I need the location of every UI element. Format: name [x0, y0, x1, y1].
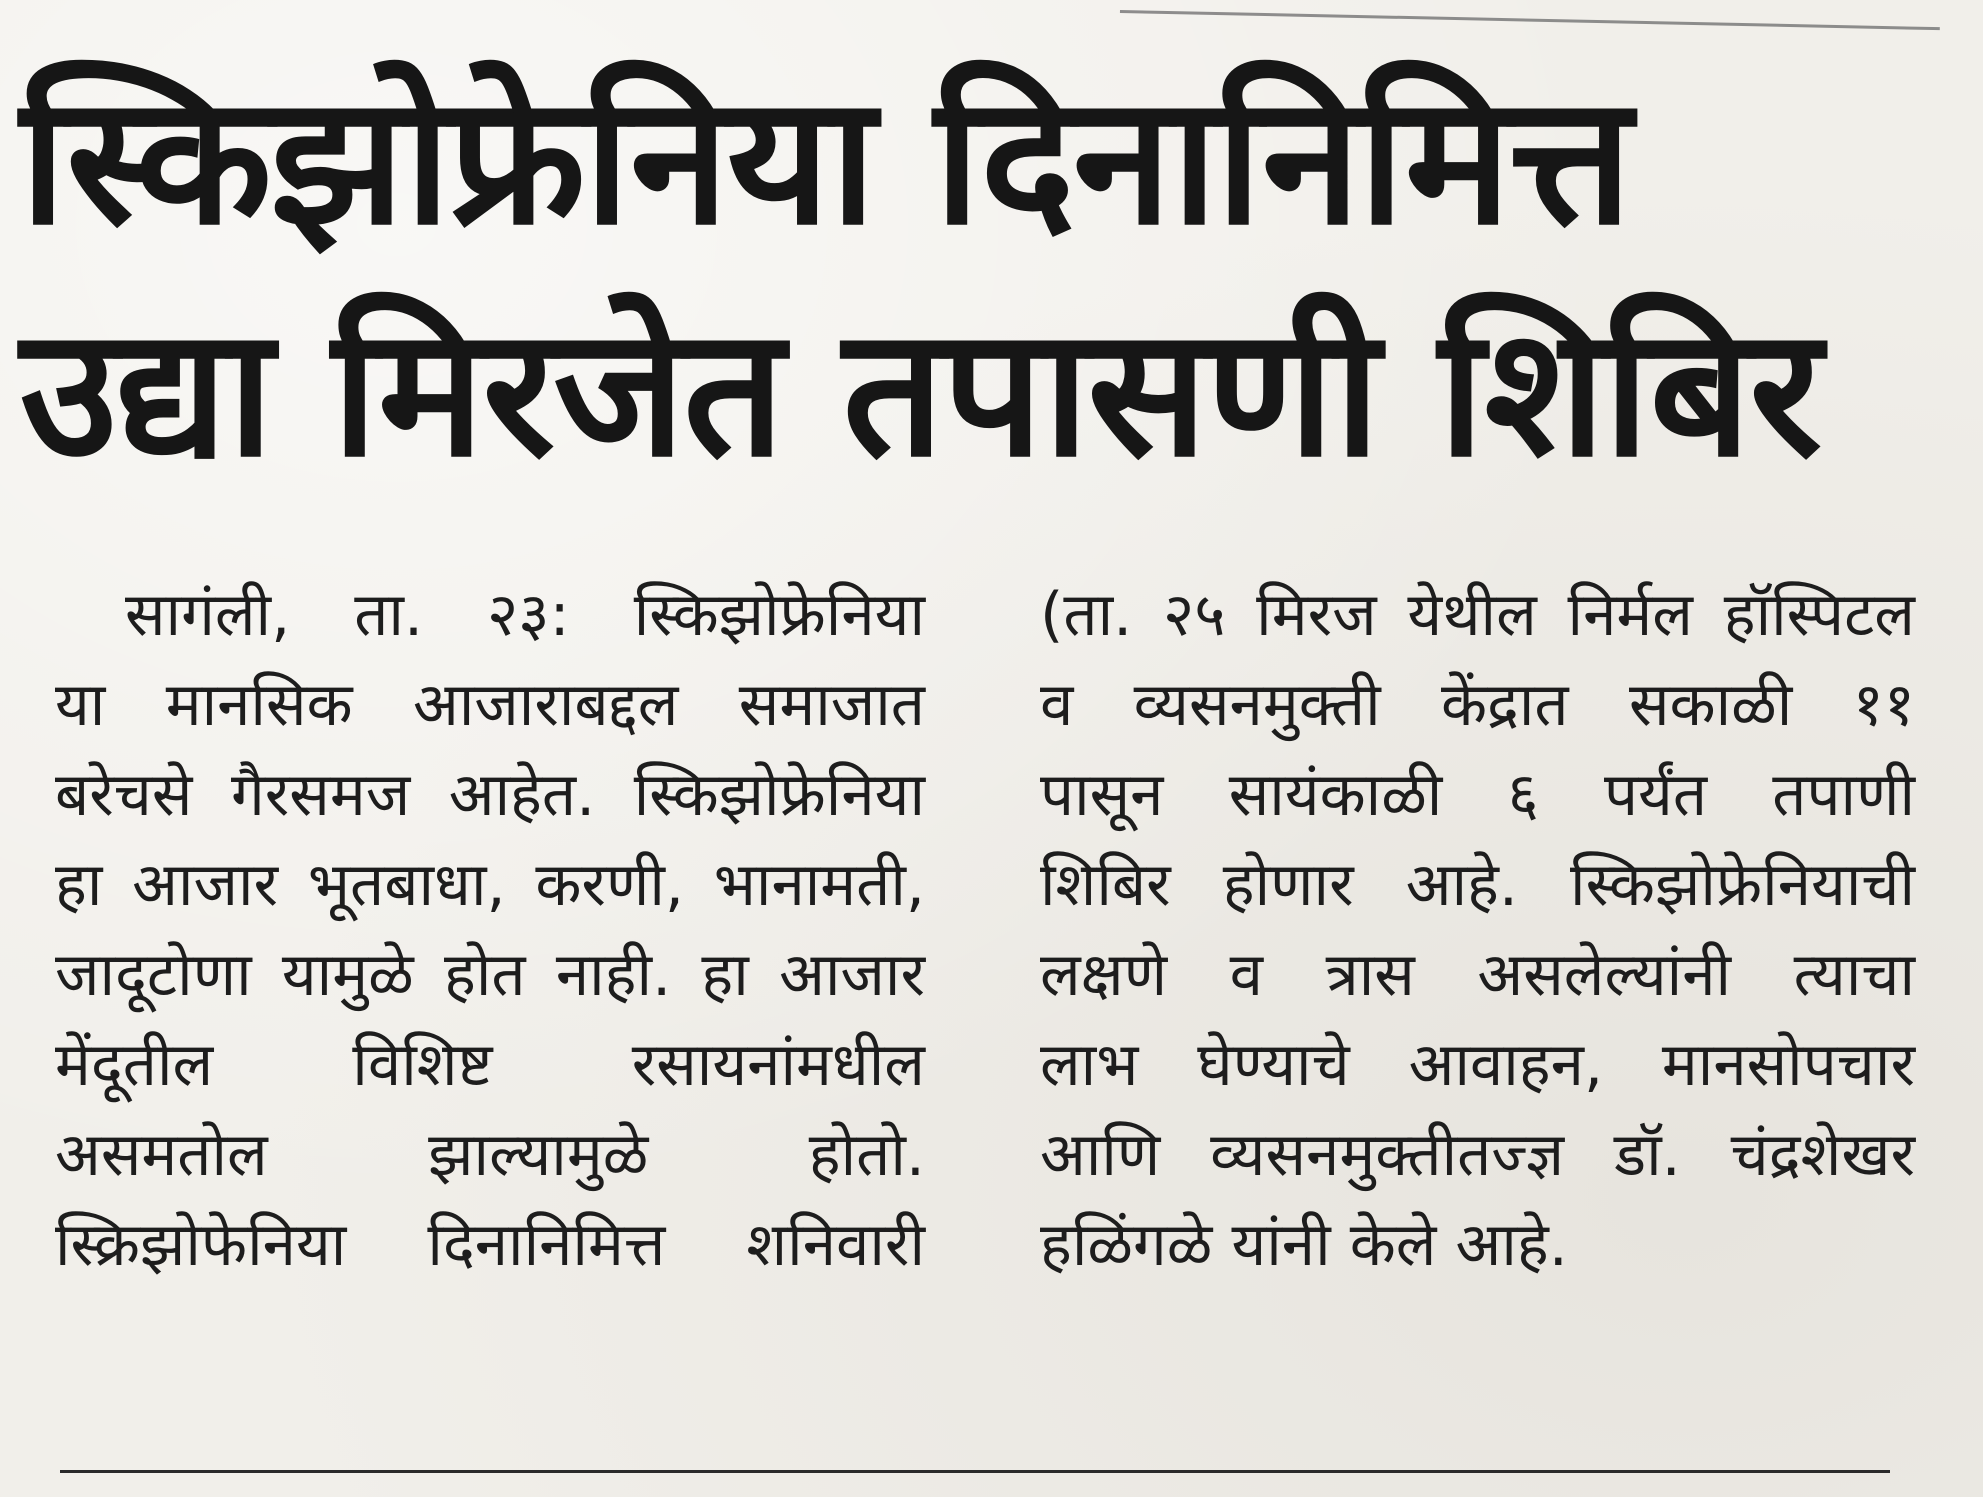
article-column-right [1040, 570, 1915, 1290]
headline-line-2: उद्या मिरजेत तपासणी शिबिर [20, 289, 1821, 496]
column-line-text: सागंली, ता. २३: स्किझोफ्रेनिया [125, 580, 925, 650]
column-line: या मानसिक आजाराबद्दल समाजात [55, 670, 925, 740]
column-line: जादूटोणा यामुळे होत नाही. हा आजार [55, 940, 925, 1010]
column-line: आणि व्यसनमुक्तीतज्ज्ञ डॉ. चंद्रशेखर [1040, 1120, 1915, 1190]
column-line: स्क्रिझोफेनिया दिनानिमित्त शनिवारी [55, 1210, 925, 1280]
column-line: असमतोल झाल्यामुळे होतो. [55, 1120, 925, 1190]
headline-line-1: स्किझोफ्रेनिया दिनानिमित्त [20, 57, 1631, 264]
column-line: व व्यसनमुक्ती केंद्रात सकाळी ११ [1040, 670, 1915, 740]
column-line: पासून सायंकाळी ६ पर्यंत तपाणी [1040, 760, 1915, 830]
top-divider-line [1120, 10, 1940, 30]
column-line: हा आजार भूतबाधा, करणी, भानामती, [55, 850, 925, 920]
headline [20, 45, 1900, 509]
article-column-left [55, 570, 925, 1290]
column-line: लाभ घेण्याचे आवाहन, मानसोपचार [1040, 1030, 1915, 1100]
column-line: लक्षणे व त्रास असलेल्यांनी त्याचा [1040, 940, 1915, 1010]
bottom-divider-line [60, 1470, 1890, 1473]
column-line: मेंदूतील विशिष्ट रसायनांमधील [55, 1030, 925, 1100]
column-line: हळिंगळे यांनी केले आहे. [1040, 1210, 1568, 1280]
column-line [55, 570, 925, 660]
column-line: शिबिर होणार आहे. स्किझोफ्रेनियाची [1040, 850, 1915, 920]
column-line: (ता. २५ मिरज येथील निर्मल हॉस्पिटल [1040, 580, 1915, 650]
column-line: बरेचसे गैरसमज आहेत. स्किझोफ्रेनिया [55, 760, 925, 830]
